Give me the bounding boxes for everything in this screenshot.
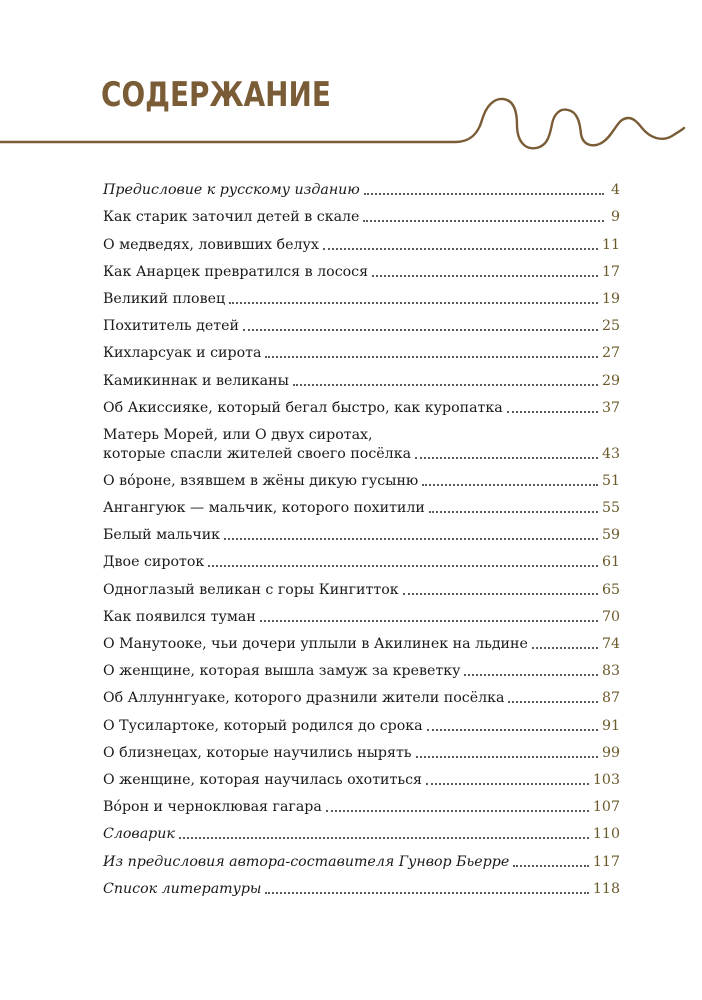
dot-leader <box>422 483 598 486</box>
toc-entry-title: О вóроне, взявшем в жёны дикую гусыню <box>103 472 419 489</box>
dot-leader <box>426 782 589 785</box>
toc-entry-title: Белый мальчик <box>103 527 221 544</box>
toc-entry-page-number: 91 <box>601 717 620 734</box>
toc-entry <box>103 284 620 311</box>
toc-entry-title: Похититель детей <box>103 318 240 335</box>
toc-entry <box>103 710 620 737</box>
toc-entry <box>103 311 620 338</box>
page-title: СОДЕРЖАНИЕ <box>101 75 331 115</box>
dot-leader <box>224 537 598 540</box>
toc-entry-title: О Тусилартоке, который родился до срока <box>103 717 423 734</box>
toc-entry <box>103 819 620 846</box>
toc-entry-title: Одноглазый великан с горы Кингитток <box>103 581 399 598</box>
toc-entry <box>103 874 620 901</box>
toc-entry <box>103 738 620 765</box>
toc-entry <box>103 574 620 601</box>
dot-leader <box>416 755 598 758</box>
dot-leader <box>326 809 589 812</box>
dot-leader <box>372 274 598 277</box>
toc-entry-page-number: 55 <box>601 500 620 517</box>
dot-leader <box>464 673 597 676</box>
toc-entry-title: О медведях, ловивших белух <box>103 236 319 253</box>
toc-entry <box>103 765 620 792</box>
dot-leader <box>208 564 598 567</box>
toc-entry <box>103 520 620 547</box>
toc-entry-page-number: 37 <box>601 399 620 416</box>
toc-entry-title: Из предисловия автора-составителя Гунвор Бьерре <box>103 853 510 870</box>
toc-entry-page-number: 17 <box>601 263 620 280</box>
toc-entry <box>103 656 620 683</box>
toc-entry-title: Словарик <box>103 826 175 843</box>
dot-leader <box>229 301 598 304</box>
dot-leader <box>179 836 589 839</box>
toc-entry-title: Как старик заточил детей в скале <box>103 209 360 226</box>
toc-entry-title: Как появился туман <box>103 608 256 625</box>
dot-leader <box>243 328 598 331</box>
toc-entry <box>103 365 620 392</box>
toc-entry-page-number: 65 <box>601 581 620 598</box>
dot-leader <box>403 592 598 595</box>
toc-entry-title: О женщине, которая научилась охотиться <box>103 771 422 788</box>
toc-entry <box>103 202 620 229</box>
toc-entry-title: Об Аллуннгуаке, которого дразнили жители посёлка <box>103 690 505 707</box>
toc-entry-title: О женщине, которая вышла замуж за креветку <box>103 663 461 680</box>
toc-entry <box>103 602 620 629</box>
toc-entry-title: О близнецах, которые научились нырять <box>103 744 412 761</box>
toc-entry <box>103 229 620 256</box>
dot-leader <box>429 510 598 513</box>
toc-entry-page-number: 59 <box>601 527 620 544</box>
dot-leader <box>265 891 588 894</box>
toc-entry-page-number: 27 <box>601 345 620 362</box>
toc-entry-page-number: 25 <box>601 318 620 335</box>
toc-entry-title: Ангангуюк — мальчик, которого похитили <box>103 500 425 517</box>
toc-entry-page-number: 74 <box>601 636 620 652</box>
toc-entry-page-number: 99 <box>601 744 620 761</box>
toc-entry-page-number: 29 <box>601 372 620 389</box>
toc-entry-title: Двое сироток <box>103 554 205 571</box>
dot-leader <box>415 456 598 459</box>
toc-entry-title: Кихларсуак и сирота <box>103 345 262 362</box>
toc-entry-page-number: 117 <box>592 853 620 870</box>
toc-entry-page-number: 11 <box>601 236 620 253</box>
dot-leader <box>363 219 604 222</box>
dot-leader <box>293 383 598 386</box>
toc-entry-title: Об Акиссияке, который бегал быстро, как куропатка <box>103 399 503 416</box>
toc-entry-page-number: 87 <box>601 690 620 707</box>
dot-leader <box>513 864 589 867</box>
toc-entry <box>103 257 620 284</box>
toc-entry-title: Великий пловец <box>103 290 226 307</box>
toc-entry <box>103 393 620 420</box>
dot-leader <box>427 728 598 731</box>
wavy-line <box>0 99 684 148</box>
toc-entry-title: Матерь Морей, или О двух сиротах, которые спасли жителей своего посёлка <box>103 426 412 462</box>
toc-entry-page-number: 103 <box>592 771 620 788</box>
toc-entry-page-number: 110 <box>592 826 620 843</box>
toc-entry-title: О Манутооке, чьи дочери уплыли в Акилинек на льдине <box>103 636 528 652</box>
toc-entry-title: Как Анарцек превратился в лосося <box>103 263 369 280</box>
toc-entry-page-number: 61 <box>601 554 620 571</box>
dot-leader <box>364 192 604 195</box>
wavy-title-rule <box>0 90 702 160</box>
toc-entry <box>103 683 620 710</box>
toc-entry-page-number: 70 <box>601 608 620 625</box>
dot-leader <box>323 247 598 250</box>
toc-entry <box>103 420 620 466</box>
toc-entry <box>103 547 620 574</box>
toc-entry-page-number: 83 <box>601 663 620 680</box>
toc-entry-title: Камикиннак и великаны <box>103 372 289 389</box>
toc-entry-page-number: 51 <box>601 472 620 489</box>
dot-leader <box>532 646 598 649</box>
toc-entry <box>103 338 620 365</box>
dot-leader <box>260 619 598 622</box>
toc-entry-title: Список литературы <box>103 880 262 897</box>
toc-entry <box>103 175 620 202</box>
dot-leader <box>507 410 598 413</box>
toc-entry-title: Предисловие к русскому изданию <box>103 182 360 199</box>
toc-entry <box>103 629 620 656</box>
toc-entry-page-number: 118 <box>592 880 620 897</box>
toc-entry <box>103 846 620 873</box>
toc-entry-page-number: 4 <box>610 182 620 199</box>
toc-entry-page-number: 107 <box>592 799 620 816</box>
toc-entry-page-number: 9 <box>610 209 620 226</box>
toc-entry <box>103 493 620 520</box>
dot-leader <box>265 355 598 358</box>
toc-entry-page-number: 43 <box>601 445 620 462</box>
toc-entry-page-number: 19 <box>601 290 620 307</box>
toc-entry <box>103 466 620 493</box>
toc-entry <box>103 792 620 819</box>
toc-entry-title: Вóрон и черноклювая гагара <box>103 799 322 816</box>
table-of-contents <box>103 175 620 901</box>
dot-leader <box>508 700 597 703</box>
